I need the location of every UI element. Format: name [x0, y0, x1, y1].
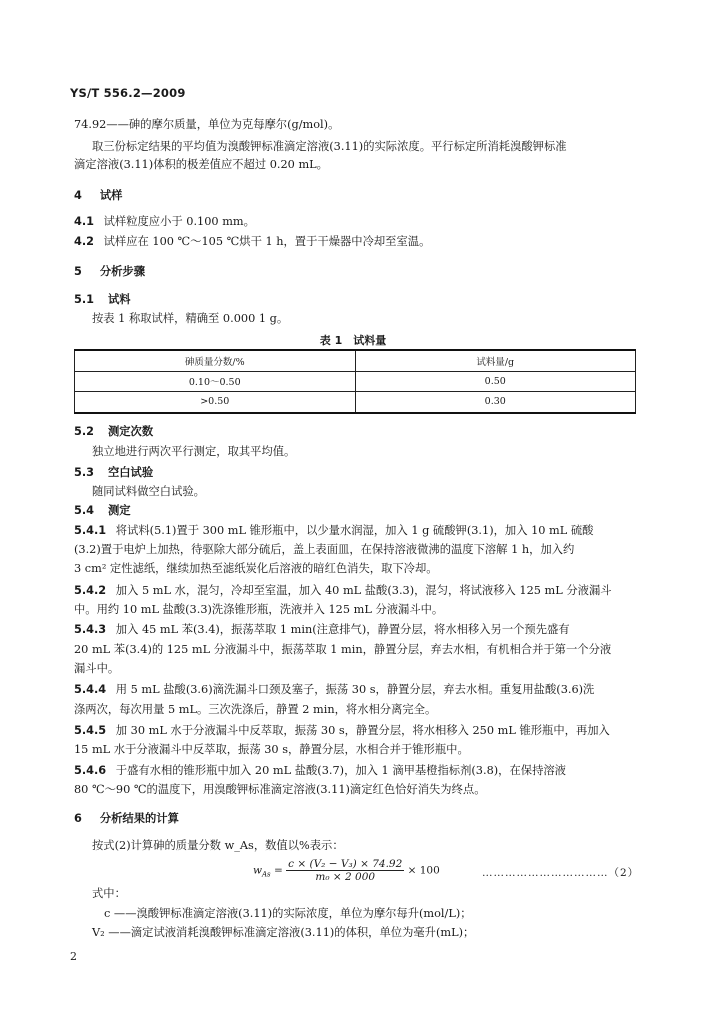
standard-code: YS/T 556.2—2009 — [70, 86, 186, 100]
text-line: 涤两次，每次用量 5 mL。三次洗涤后，静置 2 min，将水相分离完全。 — [74, 703, 437, 716]
table-cell: 0.10～0.50 — [75, 371, 356, 392]
clause-text: 加 30 mL 水于分液漏斗中反萃取，振荡 30 s，静置分层，将水相移入 250 mL 锥形瓶中，再加入 — [115, 724, 610, 737]
text-line: 漏斗中。 — [74, 662, 120, 675]
table-row — [75, 392, 636, 413]
subsection-title: 测定 — [107, 504, 131, 517]
clause-number: 5.4.5 — [74, 724, 107, 737]
definition-line: V₂ ——滴定试液消耗溴酸钾标准滴定溶液(3.11)的体积，单位为毫升(mL)； — [92, 926, 475, 939]
section-number: 6 — [74, 812, 82, 825]
clause-number: 5.4.6 — [74, 764, 107, 777]
table-row — [75, 371, 636, 392]
text-line: 随同试料做空白试验。 — [92, 485, 205, 498]
formula-lhs-subscript: As — [262, 870, 271, 879]
clause-number: 5.4.4 — [74, 683, 107, 696]
table-caption: 表 1 试料量 — [319, 334, 387, 347]
section-title: 分析步骤 — [99, 265, 146, 278]
text-line: 独立地进行两次平行测定，取其平均值。 — [92, 445, 296, 458]
subsection-heading — [74, 292, 131, 308]
subsection-title: 试料 — [107, 293, 131, 306]
clause — [74, 523, 593, 539]
table-cell: >0.50 — [75, 392, 356, 413]
formula-denominator: m₀ × 2 000 — [315, 871, 376, 883]
subsection-heading — [74, 503, 131, 519]
text-line: 15 mL 水于分液漏斗中反萃取，振荡 30 s，静置分层，水相合并于锥形瓶中。 — [74, 743, 469, 756]
formula-number: ……………………………（2） — [482, 867, 640, 879]
page-number: 2 — [70, 950, 77, 963]
clause — [74, 214, 255, 230]
clause-number: 5.4.1 — [74, 524, 107, 537]
section-heading — [74, 811, 179, 827]
text-line: 式中： — [92, 887, 126, 900]
clause — [74, 723, 610, 739]
text-line: 20 mL 苯(3.4)的 125 mL 分液漏斗中，振荡萃取 1 min，静置分层，弃去水相，有机相合并于第一个分液 — [74, 643, 612, 656]
clause — [74, 682, 594, 698]
table-header-row — [75, 350, 636, 371]
clause-number: 4.1 — [74, 215, 95, 228]
formula-tail: × 100 — [404, 864, 440, 877]
text-line: (3.2)置于电炉上加热，待驱除大部分硫后，盖上表面皿，在保持溶液微沸的温度下溶解 1 h，加入约 — [74, 543, 575, 556]
subsection-title: 测定次数 — [107, 425, 154, 438]
table-cell: 0.50 — [355, 371, 636, 392]
section-heading — [74, 264, 145, 280]
clause-text: 试样粒度应小于 0.100 mm。 — [103, 215, 255, 228]
text-line: 74.92——砷的摩尔质量，单位为克每摩尔(g/mol)。 — [74, 118, 340, 131]
section-heading — [74, 188, 122, 204]
formula-numerator: c × (V₂ − V₃) × 74.92 — [288, 858, 403, 870]
clause-number: 5.4.2 — [74, 584, 107, 597]
clause-text: 将试料(5.1)置于 300 mL 锥形瓶中，以少量水润湿，加入 1 g 硫酸钾(3.1)，加入 10 mL 硫酸 — [115, 524, 594, 537]
subsection-title: 空白试验 — [107, 466, 154, 479]
section-number: 4 — [74, 189, 82, 202]
sample-mass-table — [74, 349, 636, 414]
text-line: 按式(2)计算砷的质量分数 w_As，数值以%表示： — [92, 839, 344, 852]
formula-fraction — [286, 858, 404, 883]
subsection-heading — [74, 424, 153, 440]
subsection-heading — [74, 465, 153, 481]
clause-text: 加入 5 mL 水，混匀，冷却至室温，加入 40 mL 盐酸(3.3)，混匀，将试液移入 125 mL 分液漏斗 — [115, 584, 612, 597]
text-line: 中。用约 10 mL 盐酸(3.3)洗涤锥形瓶，洗液并入 125 mL 分液漏斗中。 — [74, 603, 444, 616]
clause-text: 于盛有水相的锥形瓶中加入 20 mL 盐酸(3.7)，加入 1 滴甲基橙指标剂(3.8)，在保持溶液 — [115, 764, 566, 777]
formula-lhs: w — [253, 864, 262, 877]
section-number: 5 — [74, 265, 82, 278]
section-title: 分析结果的计算 — [99, 812, 179, 825]
formula-2 — [253, 858, 440, 883]
table-cell: 0.30 — [355, 392, 636, 413]
clause — [74, 234, 430, 250]
clause-number: 5.4.3 — [74, 623, 107, 636]
clause-text: 加入 45 mL 苯(3.4)，振荡萃取 1 min(注意排气)，静置分层，将水相移入另一个预先盛有 — [115, 623, 570, 636]
subsection-number: 5.3 — [74, 466, 95, 479]
clause-text: 试样应在 100 ℃～105 ℃烘干 1 h，置于干燥器中冷却至室温。 — [103, 235, 431, 248]
table-header-cell: 试料量/g — [355, 350, 636, 371]
clause-text: 用 5 mL 盐酸(3.6)滴洗漏斗口颈及塞子，振荡 30 s，静置分层，弃去水相。重复用盐酸(3.6)洗 — [115, 683, 595, 696]
clause — [74, 622, 570, 638]
clause-number: 4.2 — [74, 235, 95, 248]
text-line: 80 ℃～90 ℃的温度下，用溴酸钾标准滴定溶液(3.11)滴定红色恰好消失为终点。 — [74, 783, 486, 796]
table-header-cell: 砷质量分数/% — [75, 350, 356, 371]
text-line: 滴定溶液(3.11)体积的极差值应不超过 0.20 mL。 — [74, 158, 328, 171]
subsection-number: 5.2 — [74, 425, 95, 438]
clause — [74, 763, 566, 779]
formula-equals: = — [270, 864, 287, 877]
text-line: 按表 1 称取试样，精确至 0.000 1 g。 — [92, 312, 289, 325]
text-line: 3 cm² 定性滤纸，继续加热至滤纸炭化后溶液的暗红色消失，取下冷却。 — [74, 562, 438, 575]
clause — [74, 583, 612, 599]
section-title: 试样 — [99, 189, 123, 202]
subsection-number: 5.1 — [74, 293, 95, 306]
text-line: 取三份标定结果的平均值为溴酸钾标准滴定溶液(3.11)的实际浓度。平行标定所消耗溴酸钾标准 — [92, 140, 567, 153]
subsection-number: 5.4 — [74, 504, 95, 517]
definition-line: c ——溴酸钾标准滴定溶液(3.11)的实际浓度，单位为摩尔每升(mol/L)； — [104, 907, 472, 920]
